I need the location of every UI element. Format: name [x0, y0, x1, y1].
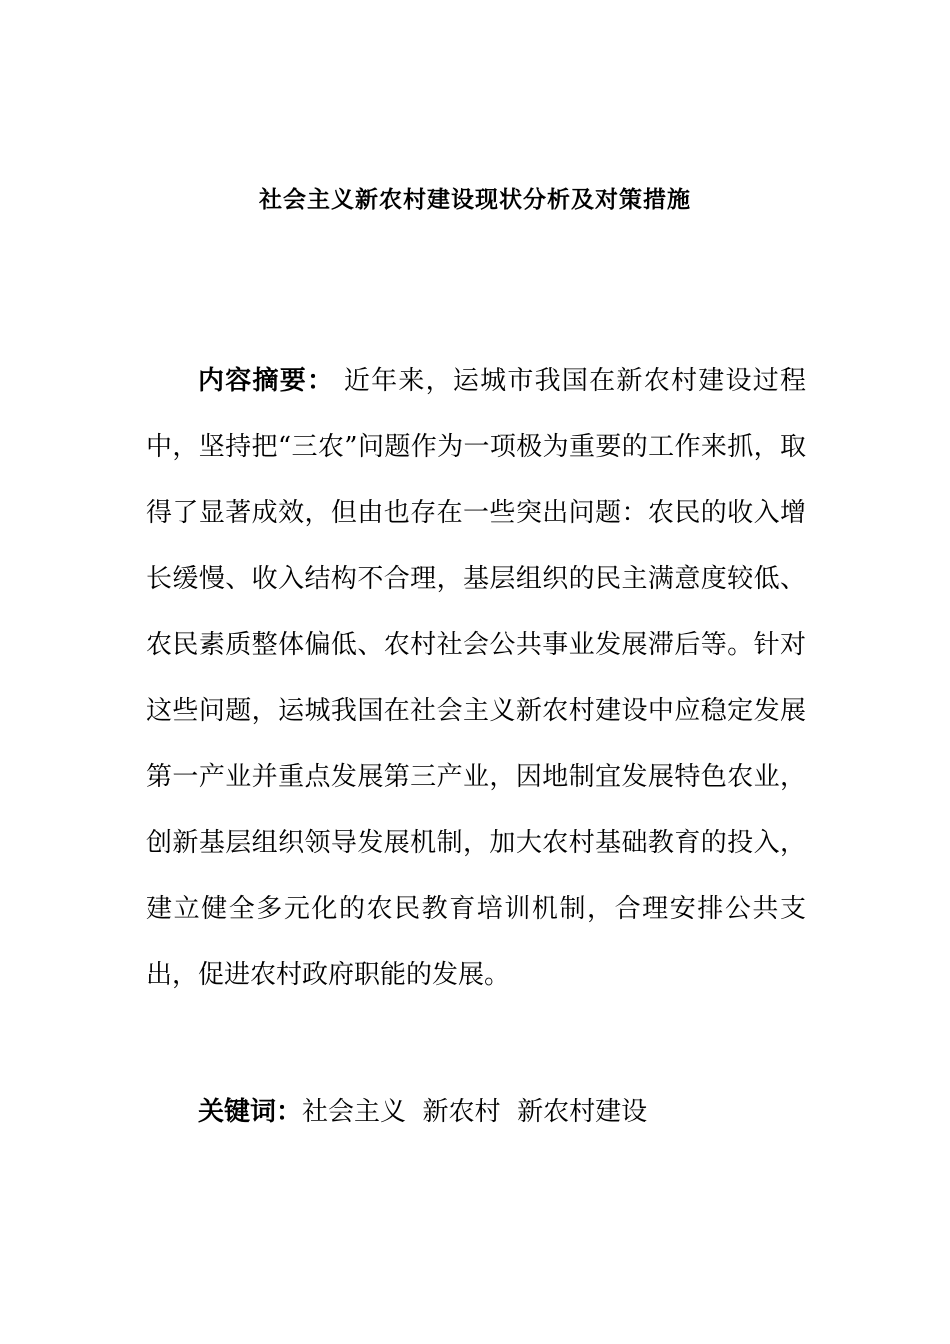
keywords-label-separator: ： [276, 1097, 303, 1127]
keywords-label [198, 1097, 302, 1127]
abstract-label [198, 366, 334, 396]
abstract-label-text: 内容摘要 [198, 366, 308, 396]
abstract-text: 近年来，运城市我国在新农村建设过程中，坚持把“三农”问题作为一项极为重要的工作来抓，取得了显著成效，但由也存在一些突出问题：农民的收入增长缓慢、收入结构不合理，基层组织的民主满意度较低、农民素质整体偏低、农村社会公共事业发展滞后等。针对这些问题，运城我国在社会主义新农村建设中应稳定发展第一产业并重点发展第三产业，因地制宜发展特色农业，创新基层组织领导发展机制，加大农村基础教育的投入，建立健全多元化的农民教育培训机制，合理安排公共支出，促进农村政府职能的发展。 [146, 366, 806, 990]
keywords-items: 社会主义 新农村 新农村建设 [302, 1097, 648, 1127]
abstract-label-separator: ： [307, 366, 335, 396]
keywords-label-text: 关键词 [198, 1097, 277, 1127]
document-title: 社会主义新农村建设现状分析及对策措施 [259, 186, 691, 213]
abstract-paragraph [146, 348, 806, 1008]
keywords-line [146, 1090, 806, 1134]
